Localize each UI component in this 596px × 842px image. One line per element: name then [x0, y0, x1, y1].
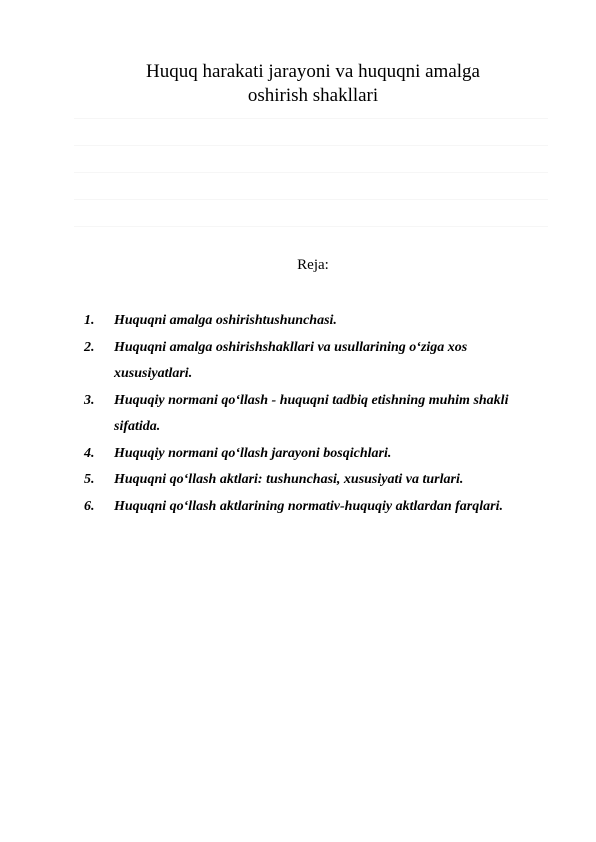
plan-heading: Reja:	[297, 257, 329, 273]
list-item-number: 4.	[84, 445, 95, 461]
list-item-text: Huquqni amalga oshirishtushunchasi.	[114, 313, 337, 328]
list-item	[84, 494, 524, 521]
page-title	[80, 60, 546, 108]
page-title-line-2: oshirish shakllari	[247, 85, 379, 106]
list-item-number: 2.	[84, 339, 95, 355]
list-item-text: Huquqiy normani qo‘llash - huquqni tadbiq etishning muhim shakli sifatida.	[114, 392, 509, 434]
list-item-number: 5.	[84, 472, 95, 487]
divider	[74, 226, 548, 227]
divider	[74, 199, 548, 200]
page-title-line-1: Huquq harakati jarayoni va huquqni amalga	[146, 61, 480, 82]
list-item-number: 6.	[84, 498, 95, 514]
divider	[74, 118, 548, 119]
list-item	[84, 308, 524, 335]
divider	[74, 172, 548, 173]
list-item-text: Huquqni qo‘llash aktlari: tushunchasi, xususiyati va turlari.	[114, 472, 464, 487]
list-item-text: Huquqiy normani qo‘llash jarayoni bosqichlari.	[114, 445, 392, 461]
list-item-number: 3.	[84, 392, 95, 408]
list-item	[84, 388, 524, 441]
divider	[74, 145, 548, 146]
list-item-text: Huquqni qo‘llash aktlarining normativ-huquqiy aktlardan farqlari.	[114, 498, 503, 514]
list-item-number: 1.	[84, 313, 95, 328]
list-item	[84, 335, 524, 388]
list-item	[84, 467, 524, 494]
plan-list	[84, 308, 524, 520]
list-item-text: Huquqni amalga oshirishshakllari va usullarining o‘ziga xos xususiyatlari.	[114, 339, 468, 381]
list-item	[84, 441, 524, 468]
